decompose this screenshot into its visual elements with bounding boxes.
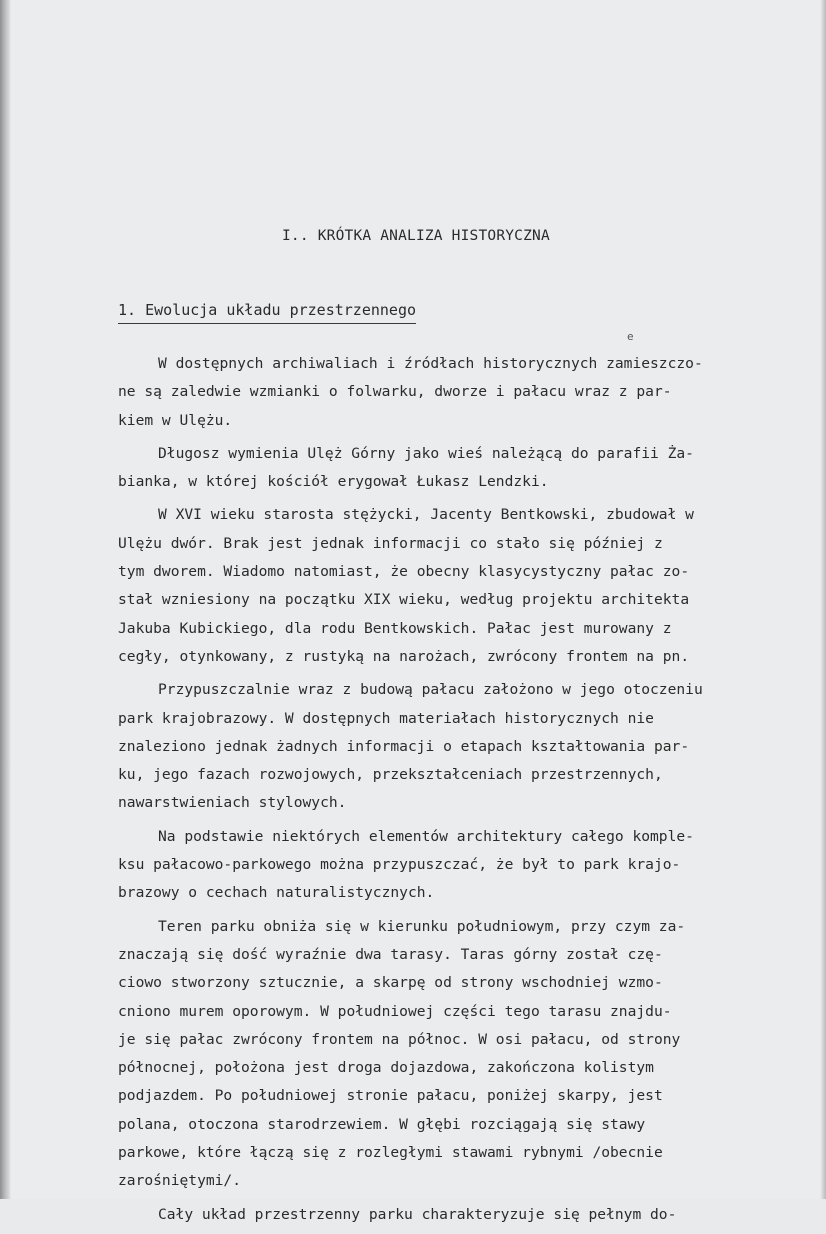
text-line: Ulężu dwór. Brak jest jednak informacji co stało się później z [118,534,663,552]
text-line: Teren parku obniża się w kierunku południowym, przy czym za- [158,917,686,935]
text-line: brazowy o cechach naturalistycznych. [118,884,435,902]
text-line: ksu pałacowo-parkowego można przypuszczać, że był to park krajo- [118,856,681,874]
paragraph [118,350,798,435]
text-line: znaczają się dość wyraźnie dwa tarasy. Taras górny został czę- [118,945,663,963]
text-line: ciowo stworzony sztucznie, a skarpę od strony wschodniej wzmo- [118,974,663,992]
text-line: Długosz wymienia Ulęż Górny jako wieś należącą do parafii Ża- [158,444,694,462]
text-line: cniono murem oporowym. W południowej części tego tarasu znajdu- [118,1002,672,1020]
text-line: Przypuszczalnie wraz z budową pałacu założono w jego otoczeniu [158,681,703,699]
text-line: stał wzniesiony na początku XIX wieku, według projektu architekta [118,591,690,609]
text-line: cegły, otynkowany, z rustyką na narożach, zwrócony frontem na pn. [118,647,690,665]
chapter-title: I.. KRÓTKA ANALIZA HISTORYCZNA [282,228,550,244]
text-line: tym dworem. Wiadomo natomiast, że obecny klasycystyczny pałac zo- [118,563,690,581]
text-line: ku, jego fazach rozwojowych, przekształceniach przestrzennych, [118,766,663,784]
page-right-edge [820,0,826,1199]
text-line: podjazdem. Po południowej stronie pałacu, poniżej skarpy, jest [118,1087,663,1105]
text-line: znaleziono jednak żadnych informacji o etapach kształtowania par- [118,737,690,755]
paragraph [118,676,798,817]
text-line: Na podstawie niektórych elementów architektury całego komple- [158,827,694,845]
page-binding-edge [0,0,11,1199]
text-line: północnej, położona jest droga dojazdowa, zakończona kolistym [118,1059,654,1077]
text-line: kiem w Ulężu. [118,411,233,429]
text-line: je się pałac zwrócony frontem na północ. W osi pałacu, od strony [118,1030,681,1048]
text-line: parkowe, które łączą się z rozległymi stawami rybnymi /obecnie [118,1144,663,1162]
text-line: park krajobrazowy. W dostępnych materiałach historycznych nie [118,709,654,727]
paragraph [118,823,798,908]
text-line: W dostępnych archiwaliach i źródłach historycznych zamieszczo- [158,355,703,372]
paragraph [118,913,798,1196]
paragraph [118,1201,798,1229]
paragraph [118,501,798,671]
body-text [118,350,798,1234]
text-line: zarośniętymi/. [118,1172,242,1190]
paragraph [118,440,798,497]
section-heading: 1. Ewolucja układu przestrzennego [118,301,416,324]
text-line: Jakuba Kubickiego, dla rodu Bentkowskich. Pałac jest murowany z [118,619,672,637]
text-line: W XVI wieku starosta stężycki, Jacenty Bentkowski, zbudował w [158,506,694,524]
text-line: nawarstwieniach stylowych. [118,794,347,812]
text-line: Cały układ przestrzenny parku charakteryzuje się pełnym do- [158,1205,677,1223]
text-line: bianka, w której kościół erygował Łukasz Lendzki. [118,473,549,491]
text-line: polana, otoczona starodrzewiem. W głębi rozciągają się stawy [118,1115,646,1133]
stray-mark: e [627,330,634,343]
text-line: ne są zaledwie wzmianki o folwarku, dworze i pałacu wraz z par- [118,383,672,401]
